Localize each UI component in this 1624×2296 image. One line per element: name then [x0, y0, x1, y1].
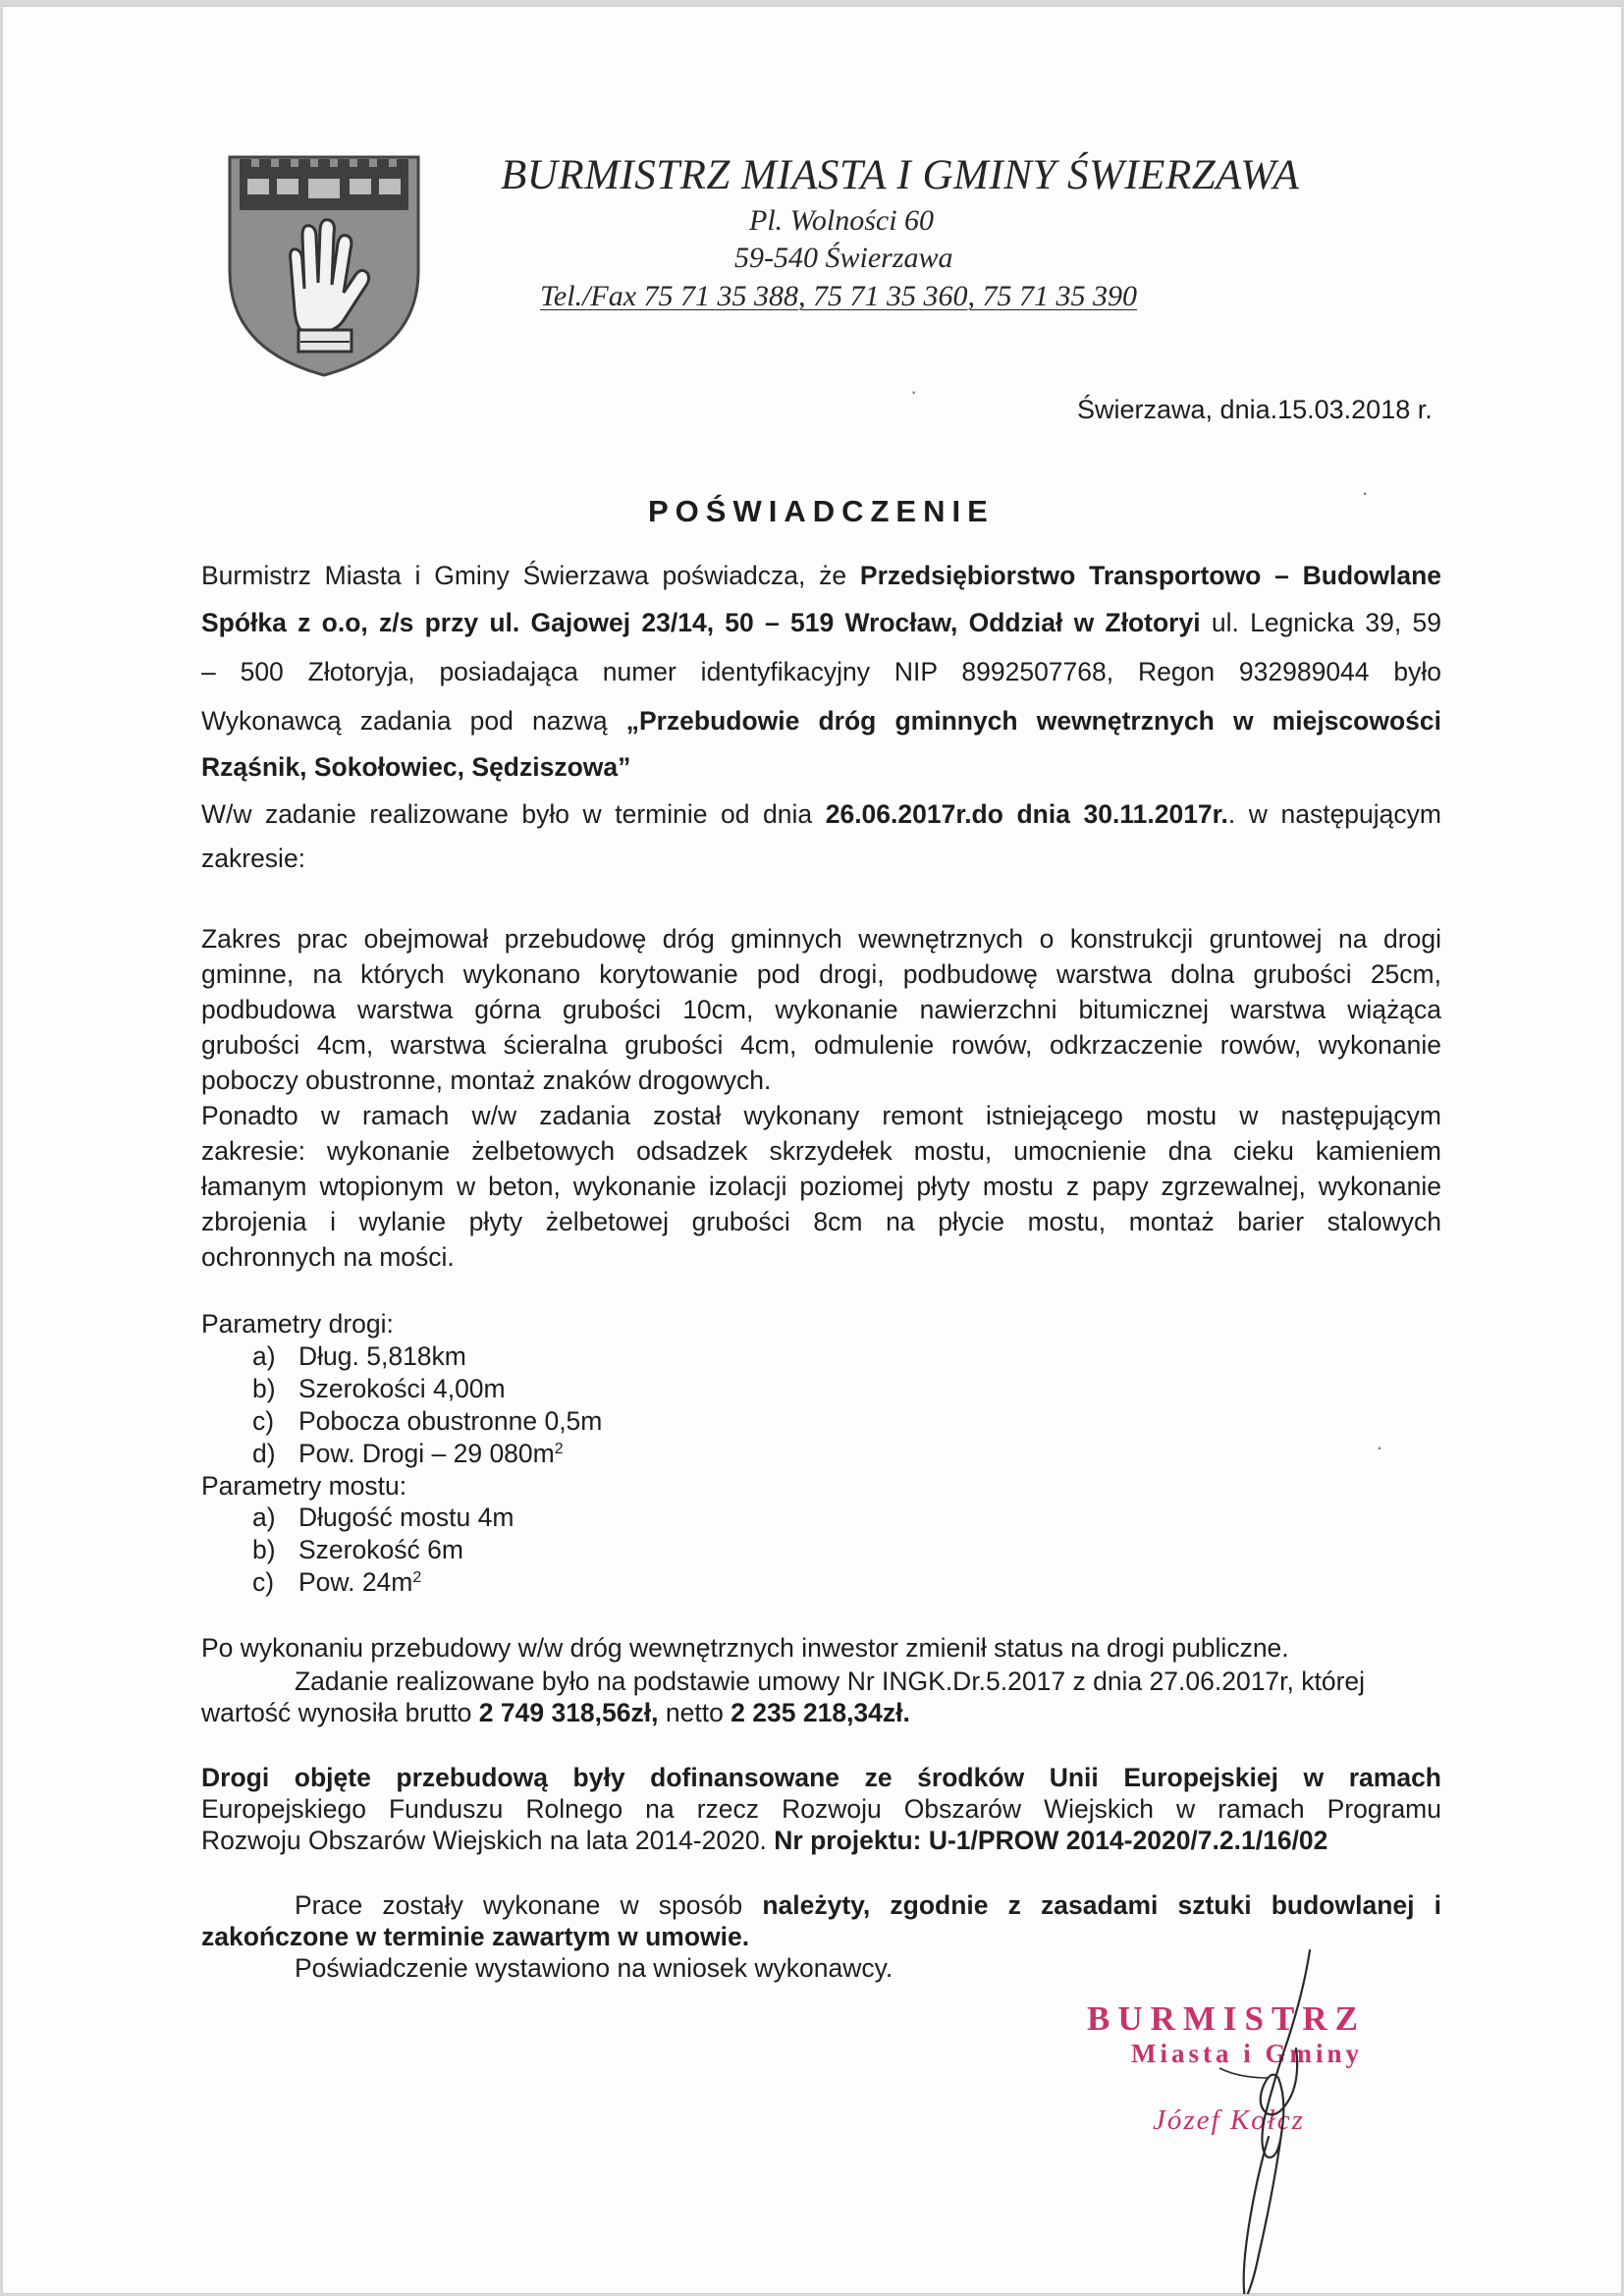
scope-line: zakresie: wykonanie żelbetowych odsadzek skrzydełek mostu, umocnienie dna cieku kamieniem	[201, 1136, 1441, 1166]
intro-line: zakresie:	[201, 844, 306, 873]
scope-line: łamanym wtopionym w beton, wykonanie izolacji poziomej płyty mostu z papy zgrzewalnej, wykonanie	[201, 1172, 1441, 1201]
scope-line: podbudowa warstwa górna grubości 10cm, wykonanie nawierzchni bitumicznej warstwa wiążąca	[201, 995, 1441, 1024]
intro-line: Burmistrz Miasta i Gminy Świerzawa poświadcza, że Przedsiębiorstwo Transportowo – Budowlane	[201, 561, 1442, 590]
authority-title: BURMISTRZ MIASTA I GMINY ŚWIERZAWA	[501, 152, 1300, 198]
document-page: BURMISTRZ MIASTA I GMINY ŚWIERZAWA Pl. Wolności 60 59-540 Świerzawa Tel./Fax 75 71 35 388, 75 71 35 360, 75 71 35 390 Świerzawa, dnia.15.03.2018 r. POŚWIADCZENIE Burmistrz Miasta i Gminy Świerzawa poświadcza, że Przedsiębiorstwo Transportowo – Budowlane Spółka z o.o, z/s przy ul. Gajowej 23/14, 50 – 519 Wrocław, Oddział w Złotoryi ul. Legnicka 39, 59 – 500 Złotoryja, posiadająca numer identyfikacyjny NIP 8992507768, Regon 932989044 było Wykonawcą zadania pod nazwą „Przebudowie dróg gminnych wewnętrznych w miejscowości Rząśnik, Sokołowiec, Sędziszowa” W/w zadanie realizowane było w terminie od dnia 26.06.2017r.do dnia 30.11.2017r.. w następującym zakresie: Zakres prac obejmował przebudowę dróg gminnych wewnętrznych o konstrukcji gruntowej na drogi gminne, na których wykonano korytowanie pod drogi, podbudowę warstwa dolna grubości 25cm, podbudowa warstwa górna grubości 10cm, wykonanie nawierzchni bitumicznej warstwa wiążąca grubości 4cm, warstwa ścieralna grubości 4cm, odmulenie rowów, odkrzaczenie rowów, wykonanie poboczy obustronne, montaż znaków drogowych. Ponadto w ramach w/w zadania został wykonany remont istniejącego mostu w następującym zakresie: wykonanie żelbetowych odsadzek skrzydełek mostu, umocnienie dna cieku kamieniem łamanym wtopionym w beton, wykonanie izolacji poziomej płyty mostu z papy zgrzewalnej, wykonanie zbrojenia i wylanie płyty żelbetowej grubości 8cm na płycie mostu, montaż barier stalowych ochronnych na mości. Parametry drogi: a) Dług. 5,818km b) Szerokości 4,00m c) Pobocza obustronne 0,5m d) Pow. Drogi – 29 $080m^2$ Parametry mostu: a) Długość mostu 4m b) Szerokość 6m c) Pow. $24m^2$ Po wykonaniu przebudowy w/w dróg wewnętrznych inwestor zmienił status na drogi publiczne. Zadanie realizowane było na podstawie umowy Nr INGK.Dr.5.2017 z dnia 27.06.2017r, której wartość wynosiła brutto 2 749 318,56zł, netto 2 235 218,34zł. Drogi objęte przebudową były dofinansowane ze środków Unii Europejskiej w ramach Europejskiego Funduszu Rolnego na rzecz Rozwoju Obszarów Wiejskich w ramach Programu Rozwoju Obszarów Wiejskich na lata 2014-2020. Nr projektu: U-1/PROW 2014-2020/7.2.1/16/02 Prace zostały wykonane w sposób należyty, zgodnie z zasadami sztuki budowlanej i zakończone w terminie zawartym w umowie. Poświadczenie wystawiono na wniosek wykonawcy. BURMISTRZ Miasta i Gminy Józef Kołcz . · .	[2, 6, 1622, 2294]
bridge-params-heading: Parametry mostu:	[201, 1471, 407, 1501]
scan-speck: ·	[910, 379, 918, 404]
funding-line: Europejskiego Funduszu Rolnego na rzecz Rozwoju Obszarów Wiejskich w ramach Programu	[201, 1794, 1441, 1824]
scope-line: poboczy obustronne, montaż znaków drogowych.	[201, 1066, 772, 1095]
place-and-date: Świerzawa, dnia.15.03.2018 r.	[1077, 395, 1433, 424]
coat-of-arms-logo	[226, 153, 422, 379]
address-street: Pl. Wolności 60	[749, 204, 935, 237]
contract-line: Zadanie realizowane było na podstawie umowy Nr INGK.Dr.5.2017 z dnia 27.06.2017r, której	[295, 1667, 1366, 1696]
handwritten-signature	[1180, 1931, 1337, 2294]
status-change-paragraph: Po wykonaniu przebudowy w/w dróg wewnętrznych inwestor zmienił status na drogi publiczne.	[201, 1633, 1289, 1663]
funding-line: Rozwoju Obszarów Wiejskich na lata 2014-2020. Nr projektu: U-1/PROW 2014-2020/7.2.1/16/02	[201, 1826, 1328, 1855]
scope-line: Ponadto w ramach w/w zadania został wykonany remont istniejącego mostu w następującym	[201, 1101, 1441, 1130]
intro-line: Spółka z o.o, z/s przy ul. Gajowej 23/14, 50 – 519 Wrocław, Oddział w Złotoryi ul. Legnicka 39, 59	[201, 608, 1441, 637]
scan-speck: .	[1362, 475, 1369, 500]
road-params-heading: Parametry drogi:	[201, 1309, 394, 1339]
mayor-stamp-title: BURMISTRZ	[1087, 1999, 1366, 2038]
funding-line: Drogi objęte przebudową były dofinansowane ze środków Unii Europejskiej w ramach	[201, 1763, 1441, 1792]
scope-line: Zakres prac obejmował przebudowę dróg gminnych wewnętrznych o konstrukcji gruntowej na drogi	[201, 924, 1441, 954]
completion-line: Prace zostały wykonane w sposób należyty, zgodnie z zasadami sztuki budowlanej i	[295, 1890, 1441, 1920]
scope-line: ochronnych na mości.	[201, 1242, 455, 1272]
completion-line: zakończone w terminie zawartym w umowie.	[201, 1922, 750, 1951]
contract-value-line: wartość wynosiła brutto 2 749 318,56zł, netto 2 235 218,34zł.	[201, 1698, 910, 1727]
intro-line: Rząśnik, Sokołowiec, Sędziszowa”	[201, 752, 631, 782]
document-title: POŚWIADCZENIE	[648, 494, 995, 528]
intro-line: W/w zadanie realizowane było w terminie od dnia 26.06.2017r.do dnia 30.11.2017r.. w następującym	[201, 799, 1441, 829]
issued-on-request-line: Poświadczenie wystawiono na wniosek wykonawcy.	[295, 1953, 893, 1983]
scope-line: zbrojenia i wylanie płyty żelbetowej grubości 8cm na płycie mostu, montaż barier stalowych	[201, 1207, 1441, 1236]
contact-phone-fax: Tel./Fax 75 71 35 388, 75 71 35 360, 75 71 35 390	[540, 280, 1138, 312]
scope-line: gminne, na których wykonano korytowanie pod drogi, podbudowę warstwa dolna grubości 25cm,	[201, 959, 1441, 989]
mayor-stamp-subtitle: Miasta i Gminy	[1131, 2039, 1363, 2068]
intro-line: – 500 Złotoryja, posiadająca numer identyfikacyjny NIP 8992507768, Regon 932989044 było	[201, 657, 1441, 686]
mayor-stamp-name: Józef Kołcz	[1153, 2105, 1305, 2136]
scope-line: grubości 4cm, warstwa ścieralna grubości 4cm, odmulenie rowów, odkrzaczenie rowów, wykonanie	[201, 1030, 1441, 1060]
address-city: 59-540 Świerzawa	[734, 242, 953, 274]
scan-speck: .	[1377, 1430, 1383, 1454]
intro-line: Wykonawcą zadania pod nazwą „Przebudowie dróg gminnych wewnętrznych w miejscowości	[201, 706, 1441, 736]
